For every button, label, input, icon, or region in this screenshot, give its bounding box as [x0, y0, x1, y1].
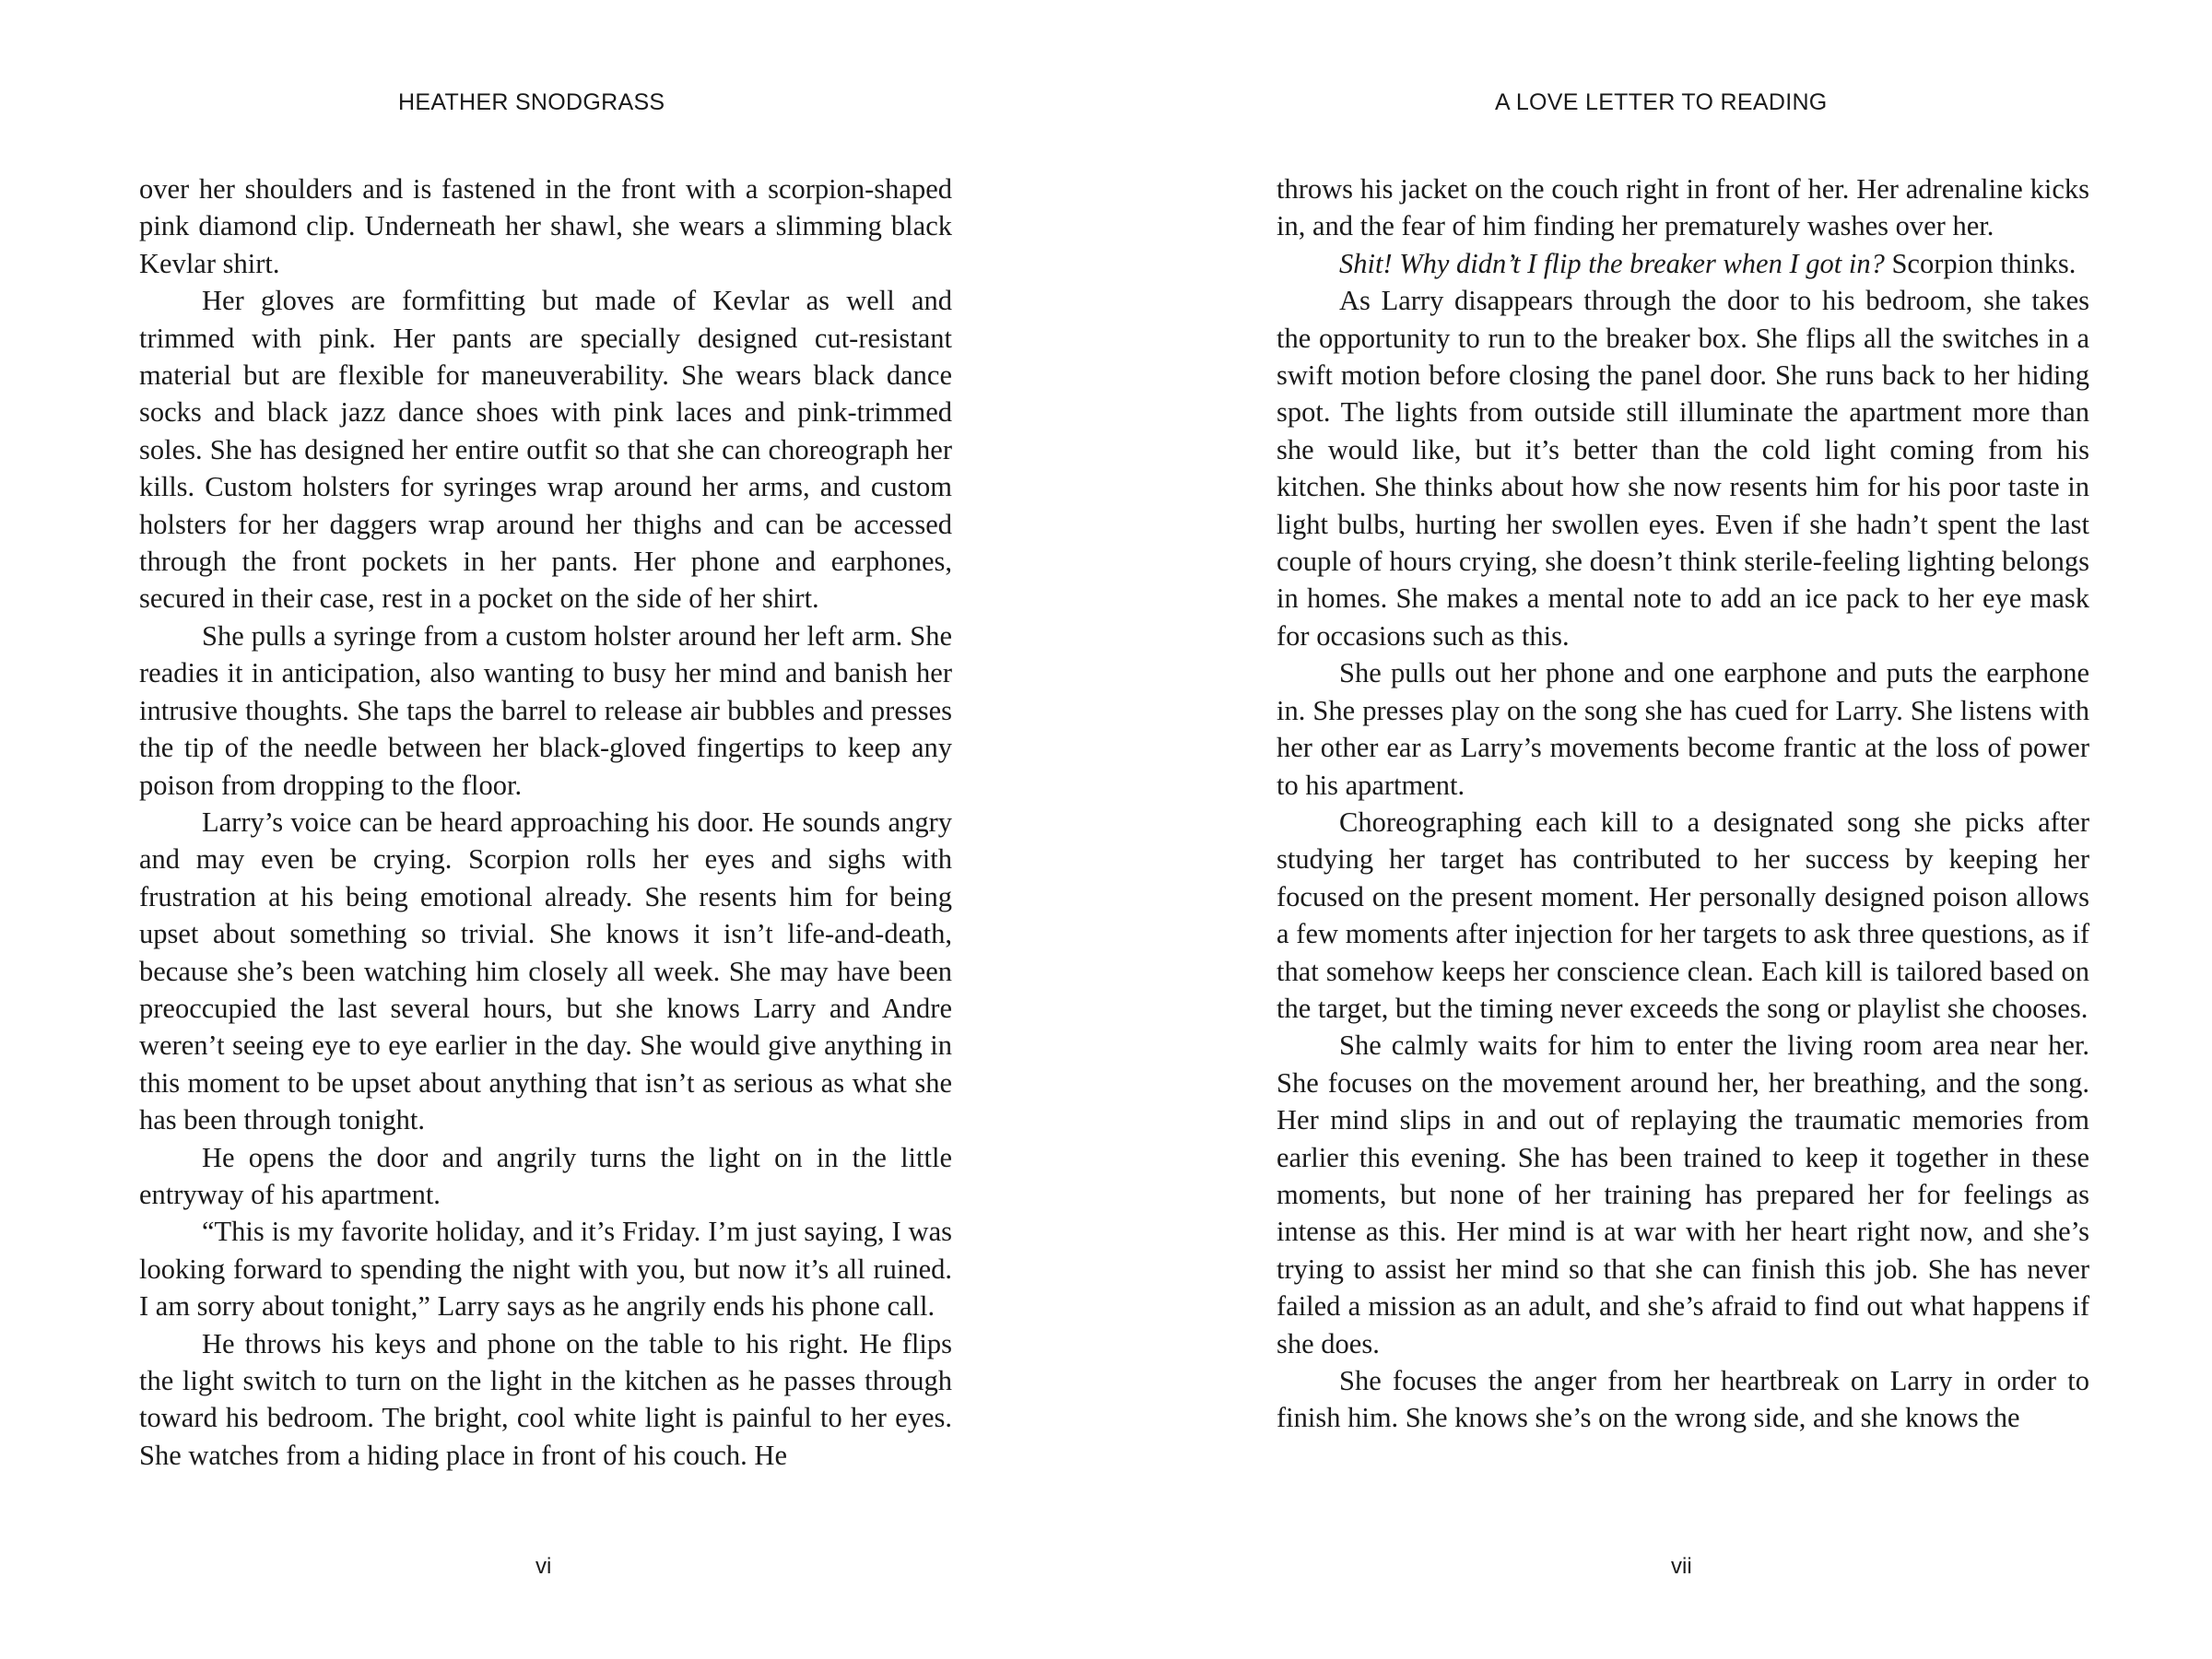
paragraph: She pulls a syringe from a custom holster around her left arm. She readies it in anticipation, also wanting to busy her mind and banish her intrusive thoughts. She taps the barrel to release air bubbles and presses the tip of the needle between her black-gloved fingertips to keep any poison from dropping to the floor.	[139, 619, 952, 801]
paragraph: She calmly waits for him to enter the living room area near her. She focuses on the movement around her, her breathing, and the song. Her mind slips in and out of replaying the traumatic memories from earlier this evening. She has been trained to keep it together in these moments, but none of her training has prepared her for feelings as intense as this. Her mind is at war with her heart right now, and she’s trying to assist her mind so that she can finish this job. She has never failed a mission as an adult, and she’s afraid to find out what happens if she does.	[1277, 1030, 2089, 1359]
paragraph: As Larry disappears through the door to his bedroom, she takes the opportunity to run to the breaker box. She flips all the switches in a swift motion before closing the panel door. She runs back to her hiding spot. The lights from outside still illuminate the apartment more than she would like, but it’s better than the cold light coming from his kitchen. She thinks about how she now resents him for his poor taste in light bulbs, hurting her swollen eyes. Even if she hadn’t spent the last couple of hours crying, she doesn’t think sterile-feeling lighting belongs in homes. She makes a mental note to add an ice pack to her eye mask for occasions such as this.	[1277, 285, 2089, 652]
body-text-left	[139, 171, 952, 1474]
paragraph: over her shoulders and is fastened in the front with a scorpion-shaped pink diamond clip. Underneath her shawl, she wears a slimming black Kevlar shirt.	[139, 173, 952, 279]
paragraph: Her gloves are formfitting but made of Kevlar as well and trimmed with pink. Her pants are specially designed cut-resistant material but are flexible for maneuverability. She wears black dance socks and black jazz dance shoes with pink laces and pink-trimmed soles. She has designed her entire outfit so that she can choreograph her kills. Custom holsters for syringes wrap around her arms, and custom holsters for her daggers wrap around her thighs and can be accessed through the front pockets in her pants. Her phone and earphones, secured in their case, rest in a pocket on the side of her shirt.	[139, 285, 952, 615]
body-text-right	[1277, 171, 2089, 1437]
page-number: vi	[535, 1554, 552, 1579]
paragraph: Larry’s voice can be heard approaching his door. He sounds angry and may even be crying. Scorpion rolls her eyes and sighs with frustration at his being emotional already. She resents him for being upset about something so trivial. She knows it isn’t life-and-death, because she’s been watching him closely all week. She may have been preoccupied the last several hours, but she knows Larry and Andre weren’t seeing eye to eye earlier in the day. She would give anything in this moment to be upset about anything that isn’t as serious as what she has been through tonight.	[139, 806, 952, 1136]
running-head-author: HEATHER SNODGRASS	[398, 89, 665, 115]
right-page	[1106, 0, 2212, 1659]
paragraph: He opens the door and angrily turns the light on in the little entryway of his apartment.	[139, 1141, 952, 1210]
page-number: vii	[1671, 1554, 1692, 1579]
paragraph: throws his jacket on the couch right in front of her. Her adrenaline kicks in, and the fear of him finding her prematurely washes over her.	[1277, 173, 2089, 242]
paragraph-thought	[1277, 245, 2089, 282]
paragraph: Choreographing each kill to a designated song she picks after studying her target has contributed to her success by keeping her focused on the present moment. Her personally designed poison allows a few moments after injection for her targets to ask three questions, as if that somehow keeps her conscience clean. Each kill is tailored based on the target, but the timing never exceeds the song or playlist she chooses.	[1277, 806, 2089, 1024]
running-head-title: A LOVE LETTER TO READING	[1495, 89, 1828, 115]
paragraph: “This is my favorite holiday, and it’s Friday. I’m just saying, I was looking forward to spending the night with you, but now it’s all ruined. I am sorry about tonight,” Larry says as he angrily ends his phone call.	[139, 1216, 952, 1323]
paragraph-text: Scorpion thinks.	[1884, 247, 2077, 279]
paragraph: She focuses the anger from her heartbreak on Larry in order to finish him. She knows she’s on the wrong side, and she knows the	[1277, 1365, 2089, 1434]
italic-thought: Shit! Why didn’t I flip the breaker when I got in?	[1339, 247, 1885, 279]
paragraph: She pulls out her phone and one earphone and puts the earphone in. She presses play on the song she has cued for Larry. She listens with her other ear as Larry’s movements become frantic at the loss of power to his apartment.	[1277, 657, 2089, 801]
paragraph: He throws his keys and phone on the table to his right. He flips the light switch to turn on the light in the kitchen as he passes through toward his bedroom. The bright, cool white light is painful to her eyes. She watches from a hiding place in front of his couch. He	[139, 1327, 952, 1471]
